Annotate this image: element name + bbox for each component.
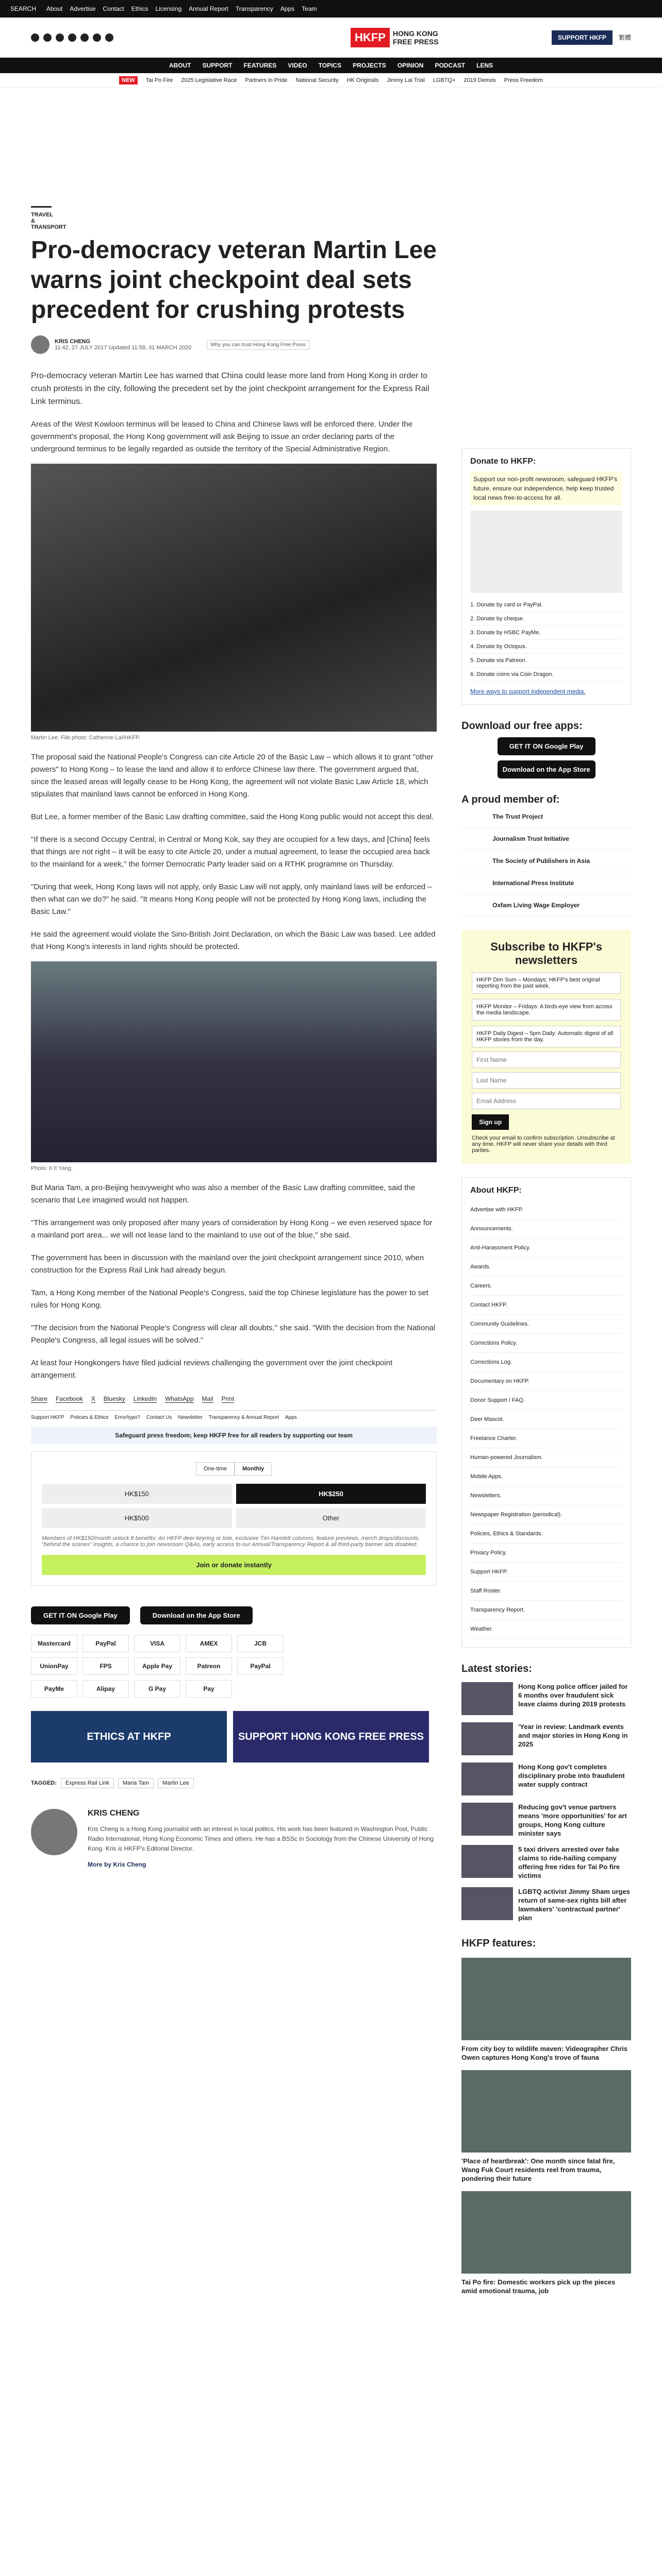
share-link[interactable]: Share xyxy=(31,1395,48,1402)
member-benefits: Members of HK$150/month unlock 8 benefits: An HKFP deer keyring or tote, exclusive Tim Hamlett columns, feature previews, merch drops/discounts, "behind the scenes" insights, a chance to join newsroom Q&As, early access to our Annual/Transparency Report & all third-party banner ads disabled. xyxy=(42,1535,420,1548)
nav-item[interactable]: PODCAST xyxy=(435,62,466,69)
story-title[interactable]: Reducing gov't venue partners means 'more opportunities' for art groups, Hong Kong culture minister says xyxy=(518,1803,627,1837)
payment-logo: Alipay xyxy=(82,1680,129,1698)
paragraph: "If there is a second Occupy Central, in Central or Mong Kok, say they are occupied for a few days, and [China] feels that things are not right – it will be easy to cite Article 20, under a mutual agreement, to lease the occupied area back to the mainland for a week," the former Democratic Party leader said on a RTHK programme on Thursday. xyxy=(31,835,431,869)
amount-option[interactable]: Other xyxy=(236,1508,426,1528)
top-link[interactable]: Transparency xyxy=(235,5,273,12)
tag[interactable]: Maria Tam xyxy=(118,1778,154,1788)
sub-nav-item[interactable]: Partners in Pride xyxy=(245,77,288,83)
about-link[interactable]: Deer Mascot. xyxy=(470,1410,622,1429)
amount-option-selected[interactable]: HK$250 xyxy=(236,1484,426,1504)
story-thumbnail xyxy=(461,1845,513,1878)
logo[interactable] xyxy=(351,28,439,47)
support-banner[interactable]: Safeguard press freedom; keep HKFP free for all readers by supporting our team xyxy=(31,1427,437,1444)
byline xyxy=(31,335,437,354)
footer-links xyxy=(31,1410,437,1420)
about-box xyxy=(461,1177,631,1648)
donate-way[interactable]: 4. Donate by Octopus. xyxy=(470,640,622,654)
share-link[interactable]: Mail xyxy=(202,1395,213,1402)
amount-option[interactable]: HK$150 xyxy=(42,1484,232,1504)
page-title: Pro-democracy veteran Martin Lee warns joint checkpoint deal sets precedent for crushing protests xyxy=(31,236,437,324)
payment-logo: Mastercard xyxy=(31,1635,77,1652)
newsletter-note: Check your email to confirm subscription. Unsubscribe at any time. HKFP will never share your details with third parties. xyxy=(472,1135,615,1154)
one-time-toggle[interactable]: One-time xyxy=(196,1462,235,1476)
story-title[interactable]: LGBTQ activist Jimmy Sham urges return of same-sex rights bill after lawmakers' 'contractual partner' plan xyxy=(518,1888,630,1922)
top-link[interactable]: Ethics xyxy=(131,5,148,12)
sub-nav-item[interactable]: Press Freedom xyxy=(504,77,543,83)
payment-logo: UnionPay xyxy=(31,1657,77,1675)
newsletter-option[interactable]: HKFP Dim Sum – Mondays: HKFP's best original reporting from the past week. xyxy=(472,972,621,994)
payment-logo: JCB xyxy=(237,1635,284,1652)
story-title[interactable]: 5 taxi drivers arrested over fake claims to ride-hailing company offering free rides for Tai Po fire victims xyxy=(518,1845,620,1879)
bio-text: Kris Cheng is a Hong Kong journalist with an interest in local politics. His work has been featured in Washington Post, Public Radio International, Hong Kong Economic Times and others. He has a BSSc in Sociology from the Chinese University of Hong Kong. Kris is HKFP's Editorial Director. xyxy=(88,1825,434,1852)
story-thumbnail xyxy=(461,1803,513,1836)
feature-image[interactable] xyxy=(461,1958,631,2040)
footer-link[interactable]: Transparency & Annual Report xyxy=(208,1415,279,1420)
last-name-input[interactable] xyxy=(472,1072,621,1089)
top-link[interactable]: Apps xyxy=(280,5,295,12)
apps-title: Download our free apps: xyxy=(461,720,583,732)
support-hkfp-banner[interactable]: SUPPORT HONG KONG FREE PRESS xyxy=(233,1711,429,1762)
paragraph: At least four Hongkongers have filed judicial reviews challenging the government over the joint checkpoint arrangement. xyxy=(31,1359,393,1380)
top-link[interactable]: About xyxy=(46,5,63,12)
about-link[interactable]: Freelance Charter. xyxy=(470,1429,622,1448)
donate-widget xyxy=(31,1451,437,1586)
about-link[interactable]: Staff Roster. xyxy=(470,1582,622,1601)
nav-item[interactable]: VIDEO xyxy=(288,62,307,69)
feature-title[interactable]: 'Place of heartbreak': One month since fatal fire, Wang Fuk Court residents reel from trauma, pondering their future xyxy=(461,2157,615,2182)
about-link[interactable]: Corrections Policy. xyxy=(470,1334,622,1353)
payment-logo: Patreon xyxy=(186,1657,232,1675)
about-link[interactable]: Newsletters. xyxy=(470,1486,622,1505)
avatar xyxy=(31,335,49,354)
member-title: A proud member of: xyxy=(461,794,560,805)
sub-nav-item[interactable]: 2019 Demos xyxy=(464,77,496,83)
story-thumbnail xyxy=(461,1682,513,1715)
sub-nav xyxy=(0,73,662,88)
tag[interactable]: Express Rail Link xyxy=(61,1778,114,1788)
about-link[interactable]: Community Guidelines. xyxy=(470,1315,622,1334)
app-store-badge[interactable]: Download on the App Store xyxy=(140,1606,253,1624)
about-list xyxy=(470,1200,622,1639)
top-link[interactable]: Advertise xyxy=(70,5,96,12)
app-store-badge[interactable]: Download on the App Store xyxy=(498,760,595,778)
about-link[interactable]: Mobile Apps. xyxy=(470,1467,622,1486)
author-name[interactable]: KRIS CHENG xyxy=(55,338,91,345)
search-button[interactable]: SEARCH xyxy=(10,5,37,12)
footer-link[interactable]: Error/typo? xyxy=(114,1415,140,1420)
donate-box xyxy=(461,448,631,705)
threads-icon[interactable] xyxy=(80,33,89,42)
about-link[interactable]: Transparency Report. xyxy=(470,1601,622,1620)
share-links xyxy=(31,1395,437,1403)
share-link[interactable]: WhatsApp xyxy=(165,1395,194,1402)
header xyxy=(0,18,662,58)
member-logo[interactable]: Oxfam Living Wage Employer xyxy=(461,894,631,917)
new-badge: NEW xyxy=(119,76,138,84)
google-play-badge[interactable]: GET IT ON Google Play xyxy=(498,737,595,755)
sub-nav-item[interactable]: 2025 Legislative Race xyxy=(181,77,237,83)
about-link[interactable]: Announcements. xyxy=(470,1219,622,1239)
donate-title: Donate to HKFP: xyxy=(470,457,536,466)
author-bio xyxy=(31,1809,437,1870)
latest-story[interactable] xyxy=(461,1803,631,1838)
newsletter-title: Subscribe to HKFP's newsletters xyxy=(490,940,602,967)
footer-link[interactable]: Support HKFP xyxy=(31,1415,64,1420)
article-photo xyxy=(31,961,437,1162)
sub-nav-item[interactable]: Jimmy Lai Trial xyxy=(387,77,425,83)
feature-image[interactable] xyxy=(461,2191,631,2274)
nav-item[interactable]: PROJECTS xyxy=(353,62,386,69)
about-link[interactable]: Newspaper Registration (periodical). xyxy=(470,1505,622,1524)
x-icon[interactable] xyxy=(43,33,52,42)
sub-nav-item[interactable]: HK Originals xyxy=(346,77,379,83)
about-link[interactable]: Privacy Policy. xyxy=(470,1544,622,1563)
latest-story[interactable] xyxy=(461,1722,631,1755)
support-button[interactable]: SUPPORT HKFP xyxy=(552,30,613,45)
nav-item[interactable]: TOPICS xyxy=(318,62,342,69)
trust-link[interactable]: Why you can trust Hong Kong Free Press xyxy=(207,340,309,350)
sub-nav-item[interactable]: Tai Po Fire xyxy=(145,77,173,83)
footer-link[interactable]: Newsletter xyxy=(178,1415,203,1420)
footer-link[interactable]: Apps xyxy=(285,1415,297,1420)
top-link[interactable]: Contact xyxy=(103,5,124,12)
footer-link[interactable]: Policies & Ethics xyxy=(70,1415,109,1420)
payment-logo: PayPal xyxy=(82,1635,129,1652)
latest-stories xyxy=(461,1682,631,1922)
newsletter-option[interactable]: HKFP Monitor – Fridays: A birds-eye view from across the media landscape. xyxy=(472,999,621,1021)
sidebar xyxy=(461,448,631,2295)
member-list xyxy=(461,806,631,917)
instagram-icon[interactable] xyxy=(56,33,64,42)
linkedin-icon[interactable] xyxy=(105,33,113,42)
category-label[interactable]: TRAVEL & TRANSPORT xyxy=(31,206,52,230)
payment-logo: Pay xyxy=(186,1680,232,1698)
article xyxy=(31,88,437,2295)
about-link[interactable]: Support HKFP. xyxy=(470,1563,622,1582)
dates: 11:42, 27 JULY 2017 Updated 11:58, 31 MARCH 2020 xyxy=(55,345,192,351)
latest-story[interactable] xyxy=(461,1762,631,1795)
donate-way[interactable]: 6. Donate coins via Coin Dragon. xyxy=(470,668,622,682)
sub-nav-item[interactable]: LGBTQ+ xyxy=(433,77,456,83)
donate-way[interactable]: 3. Donate by HSBC PayMe. xyxy=(470,626,622,640)
tags xyxy=(31,1778,437,1788)
story-thumbnail xyxy=(461,1762,513,1795)
story-thumbnail xyxy=(461,1887,513,1920)
paragraph: "This arrangement was only proposed after many years of consideration by Hong Kong – we even reserved space for a mainland port area... we will not lease land to the mainland to use out of the blue," she said. xyxy=(31,1218,433,1240)
monthly-toggle[interactable]: Monthly xyxy=(235,1462,272,1476)
newsletter-box xyxy=(461,930,631,1164)
youtube-icon[interactable] xyxy=(68,33,76,42)
top-links xyxy=(46,5,317,12)
sign-up-button[interactable]: Sign up xyxy=(472,1114,509,1130)
feature-title[interactable]: From city boy to wildlife maven: Videographer Chris Owen captures Hong Kong's trove of fauna xyxy=(461,2045,628,2061)
latest-story[interactable] xyxy=(461,1682,631,1715)
top-bar xyxy=(0,0,662,18)
payment-logo: PayPal xyxy=(237,1657,284,1675)
donate-ways xyxy=(470,598,622,682)
facebook-icon[interactable] xyxy=(31,33,39,42)
about-link[interactable]: Documentary on HKFP. xyxy=(470,1372,622,1391)
logo-text: HONG KONG FREE PRESS xyxy=(392,29,439,46)
about-link[interactable]: Policies, Ethics & Standards. xyxy=(470,1524,622,1544)
top-link[interactable]: Licensing xyxy=(155,5,182,12)
share-link[interactable]: LinkedIn xyxy=(133,1395,157,1402)
ethics-banner[interactable]: ETHICS AT HKFP xyxy=(31,1711,227,1762)
top-link[interactable]: Annual Report xyxy=(189,5,228,12)
member-logo[interactable]: The Trust Project xyxy=(461,806,631,828)
member-logo[interactable]: Journalism Trust Initiative xyxy=(461,828,631,850)
amount-option[interactable]: HK$500 xyxy=(42,1508,232,1528)
latest-title: Latest stories: xyxy=(461,1663,532,1674)
story-title[interactable]: 'Year in review: Landmark events and major stories in Hong Kong in 2025 xyxy=(518,1723,628,1748)
language-toggle[interactable]: 繁體 xyxy=(618,34,631,41)
story-title[interactable]: Hong Kong gov't completes disciplinary probe into fraudulent water supply contract xyxy=(518,1763,625,1788)
telegram-icon[interactable] xyxy=(93,33,101,42)
about-link[interactable]: Human-powered Journalism. xyxy=(470,1448,622,1467)
about-title: About HKFP: xyxy=(470,1186,522,1195)
share-link[interactable]: Print xyxy=(221,1395,235,1402)
paragraph: The proposal said the National People's Congress can cite Article 20 of the Basic Law – which allows it to grant "other powers" to Hong Kong – to lease the land and allow it to enforce Chinese law there. The government argued that, since the leased areas will legally cease to be Hong Kong, the agreement will not violate Basic Law Article 18, which stipulates that mainland laws cannot be enforced in Hong Kong. xyxy=(31,753,434,799)
logo-mark: HKFP xyxy=(351,28,390,47)
paragraph: He said the agreement would violate the Sino-British Joint Declaration, on which the Basic Law was based. Lee added that Hong Kong's interests in land rights should be protected. xyxy=(31,930,436,951)
tags-label: TAGGED: xyxy=(31,1780,57,1786)
paragraph: "During that week, Hong Kong laws will not apply, only Basic Law will not apply, only mainland laws will be enforced – then what can we do?" he said. "It means Hong Kong people will not be protected by Hong Kong laws, including the Basic Law." xyxy=(31,883,432,916)
nav-item[interactable]: LENS xyxy=(476,62,493,69)
about-link[interactable]: Anti-Harassment Policy. xyxy=(470,1239,622,1258)
story-thumbnail xyxy=(461,1722,513,1755)
nav-item[interactable]: OPINION xyxy=(397,62,424,69)
lead-paragraph: Pro-democracy veteran Martin Lee has warned that China could lease more land from Hong Kong in order to crush protests in the city, following the precedent set by the joint checkpoint arrangement for the Express Rail Link terminus. xyxy=(31,371,429,406)
author-avatar xyxy=(31,1809,77,1855)
about-link[interactable]: Advertise with HKFP. xyxy=(470,1200,622,1219)
photo-caption: Martin Lee. File photo: Catherine Lai/HKFP. xyxy=(31,735,140,741)
about-link[interactable]: Contact HKFP. xyxy=(470,1296,622,1315)
paragraph: Tam, a Hong Kong member of the National People's Congress, said the top Chinese legislature has the power to set rules for Hong Kong. xyxy=(31,1289,428,1310)
donate-text[interactable]: Support our non-profit newsroom, safeguard HKFP's future, ensure our independence, help keep trusted local news free-to-access for all. xyxy=(470,471,622,505)
donate-way[interactable]: 5. Donate via Patreon. xyxy=(470,654,622,668)
tag[interactable]: Martin Lee xyxy=(158,1778,194,1788)
newsletter-option[interactable]: HKFP Daily Digest – 5pm Daily: Automatic digest of all HKFP stories from the day. xyxy=(472,1026,621,1047)
share-link[interactable]: Facebook xyxy=(56,1395,83,1402)
payment-logo: VISA xyxy=(134,1635,180,1652)
top-link[interactable]: Team xyxy=(302,5,317,12)
more-ways-link[interactable]: More ways to support independent media. xyxy=(470,688,586,695)
photo-caption: Photo: It It Yang. xyxy=(31,1165,73,1172)
paragraph: But Maria Tam, a pro-Beijing heavyweight who was also a member of the Basic Law drafting committee, said the scenario that Lee imagined would not happen. xyxy=(31,1183,416,1205)
features-title: HKFP features: xyxy=(461,1938,536,1949)
more-by-link[interactable]: More by Kris Cheng xyxy=(88,1861,146,1868)
donate-way[interactable]: 1. Donate by card or PayPal. xyxy=(470,598,622,612)
footer-link[interactable]: Contact Us xyxy=(146,1415,172,1420)
payment-logo: PayMe xyxy=(31,1680,77,1698)
member-logo[interactable]: The Society of Publishers in Asia xyxy=(461,850,631,872)
feature-image[interactable] xyxy=(461,2070,631,2153)
latest-story[interactable] xyxy=(461,1845,631,1880)
sub-nav-item[interactable]: National Security xyxy=(295,77,339,83)
latest-story[interactable] xyxy=(461,1887,631,1922)
donate-way[interactable]: 2. Donate by cheque. xyxy=(470,612,622,626)
share-link[interactable]: X xyxy=(91,1395,95,1402)
about-link[interactable]: Donor Support / FAQ. xyxy=(470,1391,622,1410)
paragraph: "The decision from the National People's Congress will clear all doubts," she said. "With the decision from the National People's Congress, all legal issues will be solved." xyxy=(31,1324,436,1345)
payment-methods xyxy=(31,1635,299,1698)
paragraph: The government has been in discussion with the mainland over the joint checkpoint arrangement since 2010, when construction for the Express Rail Link had already begun. xyxy=(31,1253,424,1275)
about-link[interactable]: Careers. xyxy=(470,1277,622,1296)
story-title[interactable]: Hong Kong police officer jailed for 6 months over fraudulent sick leave claims during 2019 protests xyxy=(518,1683,628,1708)
google-play-badge[interactable]: GET IT ON Google Play xyxy=(31,1606,130,1624)
main-nav xyxy=(0,58,662,73)
payment-logo: FPS xyxy=(82,1657,129,1675)
about-link[interactable]: Weather. xyxy=(470,1620,622,1639)
first-name-input[interactable] xyxy=(472,1052,621,1068)
nav-item[interactable]: SUPPORT xyxy=(202,62,233,69)
payment-logo: AMEX xyxy=(186,1635,232,1652)
email-input[interactable] xyxy=(472,1093,621,1109)
payment-logo: Apple Pay xyxy=(134,1657,180,1675)
nav-item[interactable]: ABOUT xyxy=(169,62,191,69)
join-button[interactable]: Join or donate instantly xyxy=(42,1555,426,1575)
share-link[interactable]: Bluesky xyxy=(103,1395,125,1402)
feature-stories xyxy=(461,1958,631,2295)
paragraph: But Lee, a former member of the Basic Law drafting committee, said the Hong Kong public would not accept this deal. xyxy=(31,812,434,821)
bio-name[interactable]: KRIS CHENG xyxy=(88,1809,140,1818)
member-logo[interactable]: International Press Institute xyxy=(461,872,631,894)
payment-logo: G Pay xyxy=(134,1680,180,1698)
nav-item[interactable]: FEATURES xyxy=(243,62,277,69)
article-photo xyxy=(31,464,437,732)
paragraph: Areas of the West Kowloon terminus will be leased to China and Chinese laws will be enforced there. Under the government's proposal, the Hong Kong government will ask Beijing to issue an order declaring parts of the underground terminus to be legally regarded as outside the territory of the Special Administrative Region. xyxy=(31,420,413,453)
about-link[interactable]: Corrections Log. xyxy=(470,1353,622,1372)
feature-title[interactable]: Tai Po fire: Domestic workers pick up the pieces amid emotional trauma, job xyxy=(461,2278,616,2295)
social-icons xyxy=(31,33,113,42)
about-link[interactable]: Awards. xyxy=(470,1258,622,1277)
donate-image xyxy=(470,511,622,593)
